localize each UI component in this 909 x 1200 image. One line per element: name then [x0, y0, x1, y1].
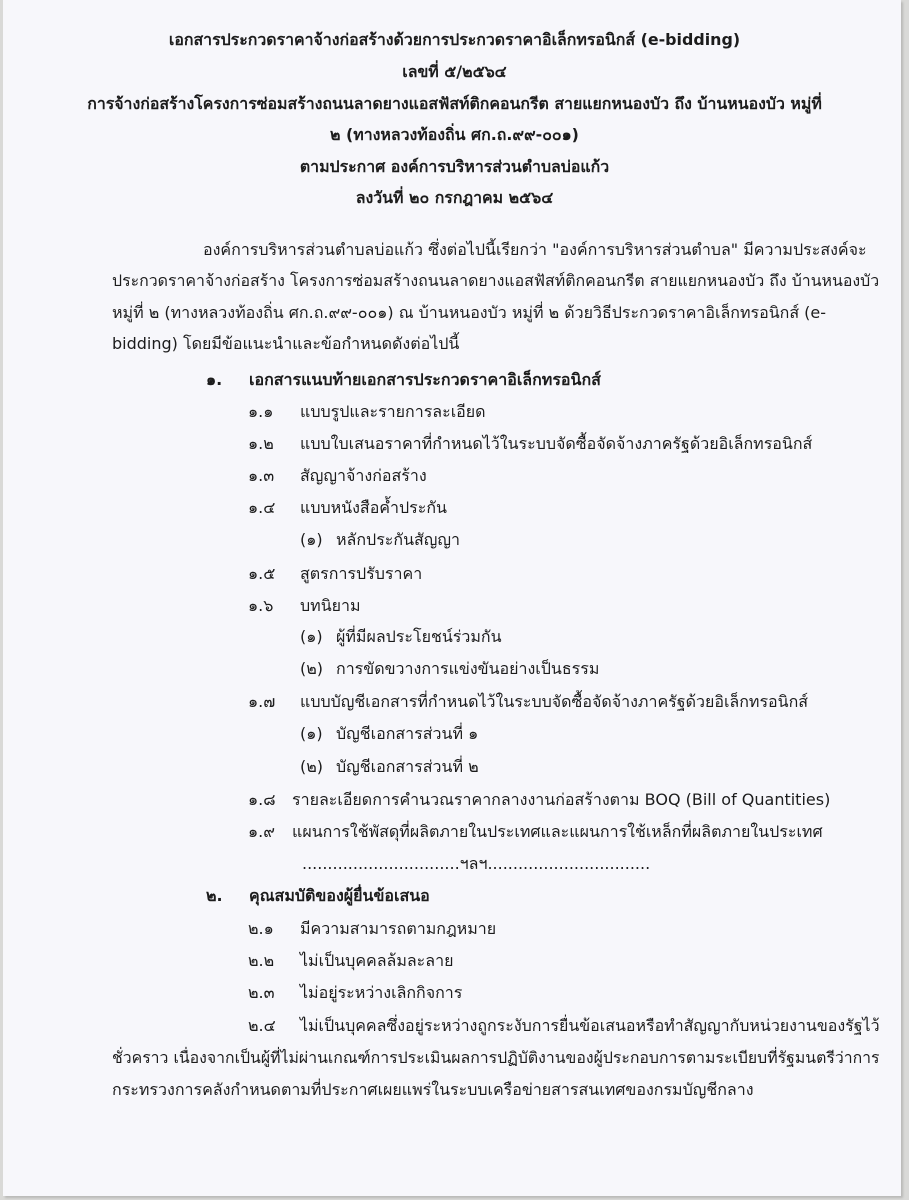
list-item: บทนิยาม: [300, 596, 361, 615]
section-2-number: ๒.: [206, 886, 223, 905]
item-number: ๑.๕: [248, 564, 276, 583]
item-number: ๒.๑: [248, 919, 274, 938]
continuation-line-2: กระทรวงการคลังกำหนดตามที่ประกาศเผยแพร่ในระบบเครือข่ายสารสนเทศของกรมบัญชีกลาง: [112, 1080, 754, 1099]
section-1-number: ๑.: [206, 370, 223, 389]
sub-list-item: ผู้ที่มีผลประโยชน์ร่วมกัน: [336, 627, 502, 646]
sub-item-number: (๒): [300, 757, 324, 776]
item-number: ๑.๗: [248, 692, 276, 711]
project-title-line-1: การจ้างก่อสร้างโครงการซ่อมสร้างถนนลาดยางแอสฟัสท์ติกคอนกรีต สายแยกหนองบัว ถึง บ้านหนองบัว หมู่ที่: [87, 94, 822, 113]
list-item: มีความสามารถตามกฎหมาย: [300, 919, 497, 938]
list-item: แบบรูปและรายการละเอียด: [300, 402, 486, 421]
sub-list-item: บัญชีเอกสารส่วนที่ ๑: [336, 724, 479, 743]
list-item: ไม่เป็นบุคคลล้มละลาย: [300, 951, 454, 970]
list-item: แบบบัญชีเอกสารที่กำหนดไว้ในระบบจัดซื้อจัดจ้างภาครัฐด้วยอิเล็กทรอนิกส์: [300, 692, 809, 711]
sub-list-item: บัญชีเอกสารส่วนที่ ๒: [336, 757, 479, 776]
item-number: ๑.๘: [248, 790, 276, 809]
item-number: ๒.๔: [248, 1016, 276, 1035]
item-number: ๑.๒: [248, 434, 274, 453]
item-number: ๒.๓: [248, 983, 275, 1002]
sub-item-number: (๑): [300, 724, 323, 743]
item-number: ๒.๒: [248, 951, 275, 970]
list-item: แบบหนังสือค้ำประกัน: [300, 498, 447, 517]
list-item: ไม่อยู่ระหว่างเลิกกิจการ: [300, 983, 463, 1002]
item-number: ๑.๙: [248, 822, 275, 841]
continuation-line-1: ชั่วคราว เนื่องจากเป็นผู้ที่ไม่ผ่านเกณฑ์การประเมินผลการปฏิบัติงานของผู้ประกอบการตามระเบียบที่รัฐมนตรีว่าการ: [112, 1048, 880, 1067]
project-title-line-2: ๒ (ทางหลวงท้องถิ่น ศก.ถ.๙๙-๐๐๑): [330, 125, 579, 144]
etc-line: ...............................ฯลฯ................................: [302, 854, 651, 873]
list-item: แบบใบเสนอราคาที่กำหนดไว้ในระบบจัดซื้อจัดจ้างภาครัฐด้วยอิเล็กทรอนิกส์: [300, 434, 813, 453]
item-number: ๑.๔: [248, 498, 276, 517]
document-title: เอกสารประกวดราคาจ้างก่อสร้างด้วยการประกวดราคาอิเล็กทรอนิกส์ (e-bidding): [168, 30, 741, 49]
announcement-date: ลงวันที่ ๒๐ กรกฎาคม ๒๕๖๔: [355, 188, 554, 207]
item-number: ๑.๑: [248, 402, 274, 421]
intro-line-3: หมู่ที่ ๒ (ทางหลวงท้องถิ่น ศก.ถ.๙๙-๐๐๑) ณ บ้านหนองบัว หมู่ที่ ๒ ด้วยวิธีประกวดราคาอิเล็กทรอนิกส์ (e-: [112, 303, 827, 322]
sub-item-number: (๒): [300, 659, 324, 678]
sub-item-number: (๑): [300, 530, 323, 549]
intro-line-4: bidding) โดยมีข้อแนะนำและข้อกำหนดดังต่อไปนี้: [112, 334, 460, 353]
list-item: สัญญาจ้างก่อสร้าง: [300, 466, 427, 485]
intro-line-1: องค์การบริหารส่วนตำบลบ่อแก้ว ซึ่งต่อไปนี้เรียกว่า "องค์การบริหารส่วนตำบล" มีความประสงค์จะ: [203, 240, 867, 259]
list-item: แผนการใช้พัสดุที่ผลิตภายในประเทศและแผนการใช้เหล็กที่ผลิตภายในประเทศ: [292, 822, 823, 841]
item-number: ๑.๓: [248, 466, 275, 485]
sub-item-number: (๑): [300, 627, 323, 646]
list-item: ไม่เป็นบุคคลซึ่งอยู่ระหว่างถูกระงับการยื่นข้อเสนอหรือทำสัญญากับหน่วยงานของรัฐไว้: [300, 1016, 880, 1035]
list-item: สูตรการปรับราคา: [300, 564, 423, 583]
sub-list-item: หลักประกันสัญญา: [336, 530, 461, 549]
section-2-title: คุณสมบัติของผู้ยื่นข้อเสนอ: [249, 886, 430, 905]
section-1-title: เอกสารแนบท้ายเอกสารประกวดราคาอิเล็กทรอนิกส์: [249, 370, 601, 389]
announcement-line: ตามประกาศ องค์การบริหารส่วนตำบลบ่อแก้ว: [299, 157, 610, 176]
document-number: เลขที่ ๕/๒๕๖๔: [402, 62, 507, 81]
item-number: ๑.๖: [248, 596, 274, 615]
intro-line-2: ประกวดราคาจ้างก่อสร้าง โครงการซ่อมสร้างถนนลาดยางแอสฟัสท์ติกคอนกรีต สายแยกหนองบัว ถึง บ้านหนองบัว: [112, 271, 880, 290]
sub-list-item: การขัดขวางการแข่งขันอย่างเป็นธรรม: [336, 659, 600, 678]
list-item: รายละเอียดการคำนวณราคากลางงานก่อสร้างตาม BOQ (Bill of Quantities): [292, 790, 831, 809]
